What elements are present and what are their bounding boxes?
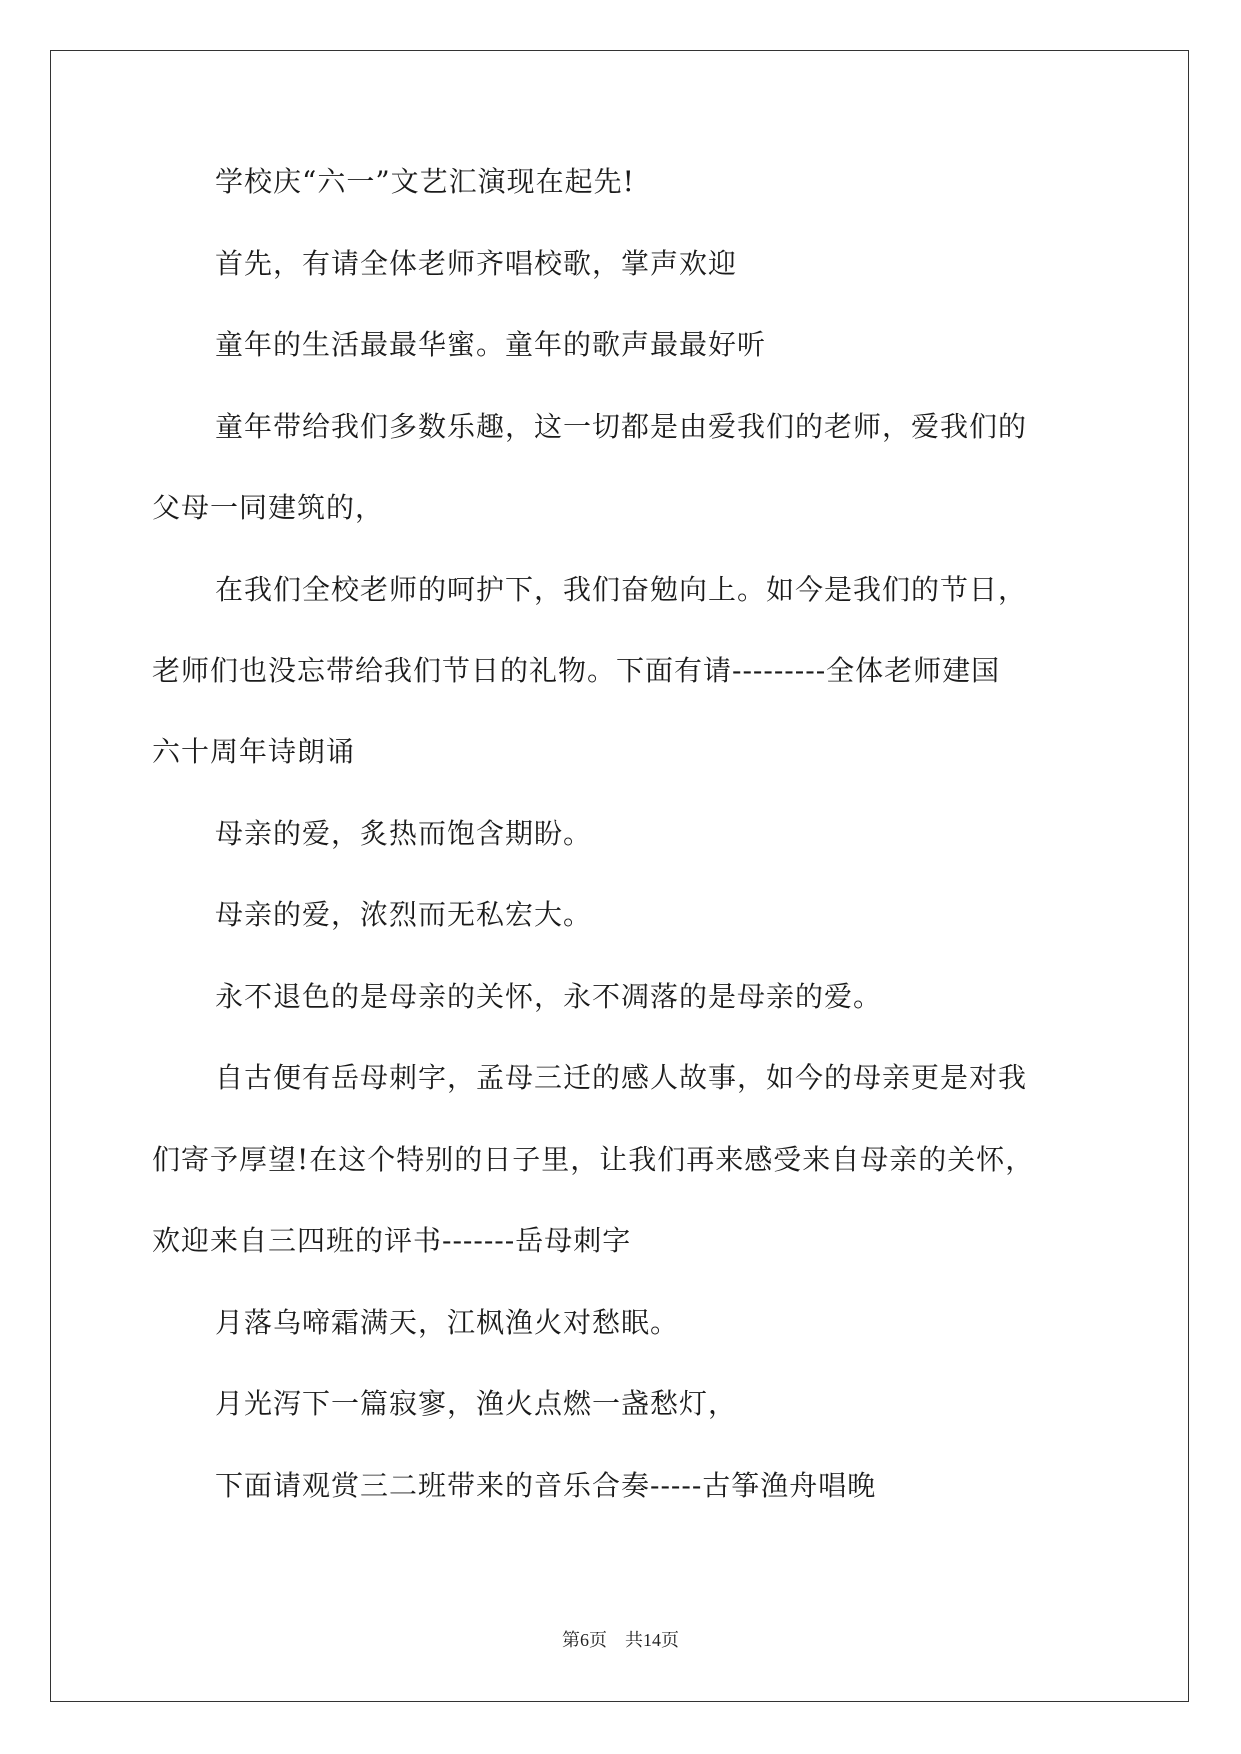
paragraph-line: 母亲的爱，炙热而饱含期盼。 xyxy=(215,817,593,850)
page-total: 共14页 xyxy=(625,1630,679,1650)
page-footer xyxy=(0,1626,1241,1652)
paragraph-line: 老师们也没忘带给我们节日的礼物。下面有请---------全体老师建国 xyxy=(152,654,1001,687)
paragraph-line: 自古便有岳母刺字，孟母三迁的感人故事，如今的母亲更是对我 xyxy=(215,1061,1028,1094)
paragraph-line: 首先，有请全体老师齐唱校歌，掌声欢迎 xyxy=(215,247,738,280)
paragraph-line: 们寄予厚望!在这个特别的日子里，让我们再来感受来自母亲的关怀， xyxy=(152,1143,1035,1176)
page-number: 第6页 xyxy=(562,1630,607,1650)
paragraph-line: 六十周年诗朗诵 xyxy=(152,735,356,768)
paragraph-line: 月光泻下一篇寂寥，渔火点燃一盏愁灯， xyxy=(215,1387,738,1420)
paragraph-line: 在我们全校老师的呵护下，我们奋勉向上。如今是我们的节日， xyxy=(215,573,1028,606)
paragraph-line: 月落乌啼霜满天，江枫渔火对愁眠。 xyxy=(215,1306,680,1339)
paragraph-line: 童年带给我们多数乐趣，这一切都是由爱我们的老师，爱我们的 xyxy=(215,410,1028,443)
page-border xyxy=(50,50,1189,1702)
paragraph-line: 童年的生活最最华蜜。童年的歌声最最好听 xyxy=(215,328,767,361)
paragraph-line: 母亲的爱，浓烈而无私宏大。 xyxy=(215,898,593,931)
paragraph-line: 欢迎来自三四班的评书-------岳母刺字 xyxy=(152,1224,632,1257)
paragraph-line: 永不退色的是母亲的关怀，永不凋落的是母亲的爱。 xyxy=(215,980,883,1013)
paragraph-line: 下面请观赏三二班带来的音乐合奏-----古筝渔舟唱晚 xyxy=(215,1469,877,1502)
paragraph-line: 学校庆“六一”文艺汇演现在起先! xyxy=(215,165,635,198)
paragraph-line: 父母一同建筑的， xyxy=(152,491,385,524)
